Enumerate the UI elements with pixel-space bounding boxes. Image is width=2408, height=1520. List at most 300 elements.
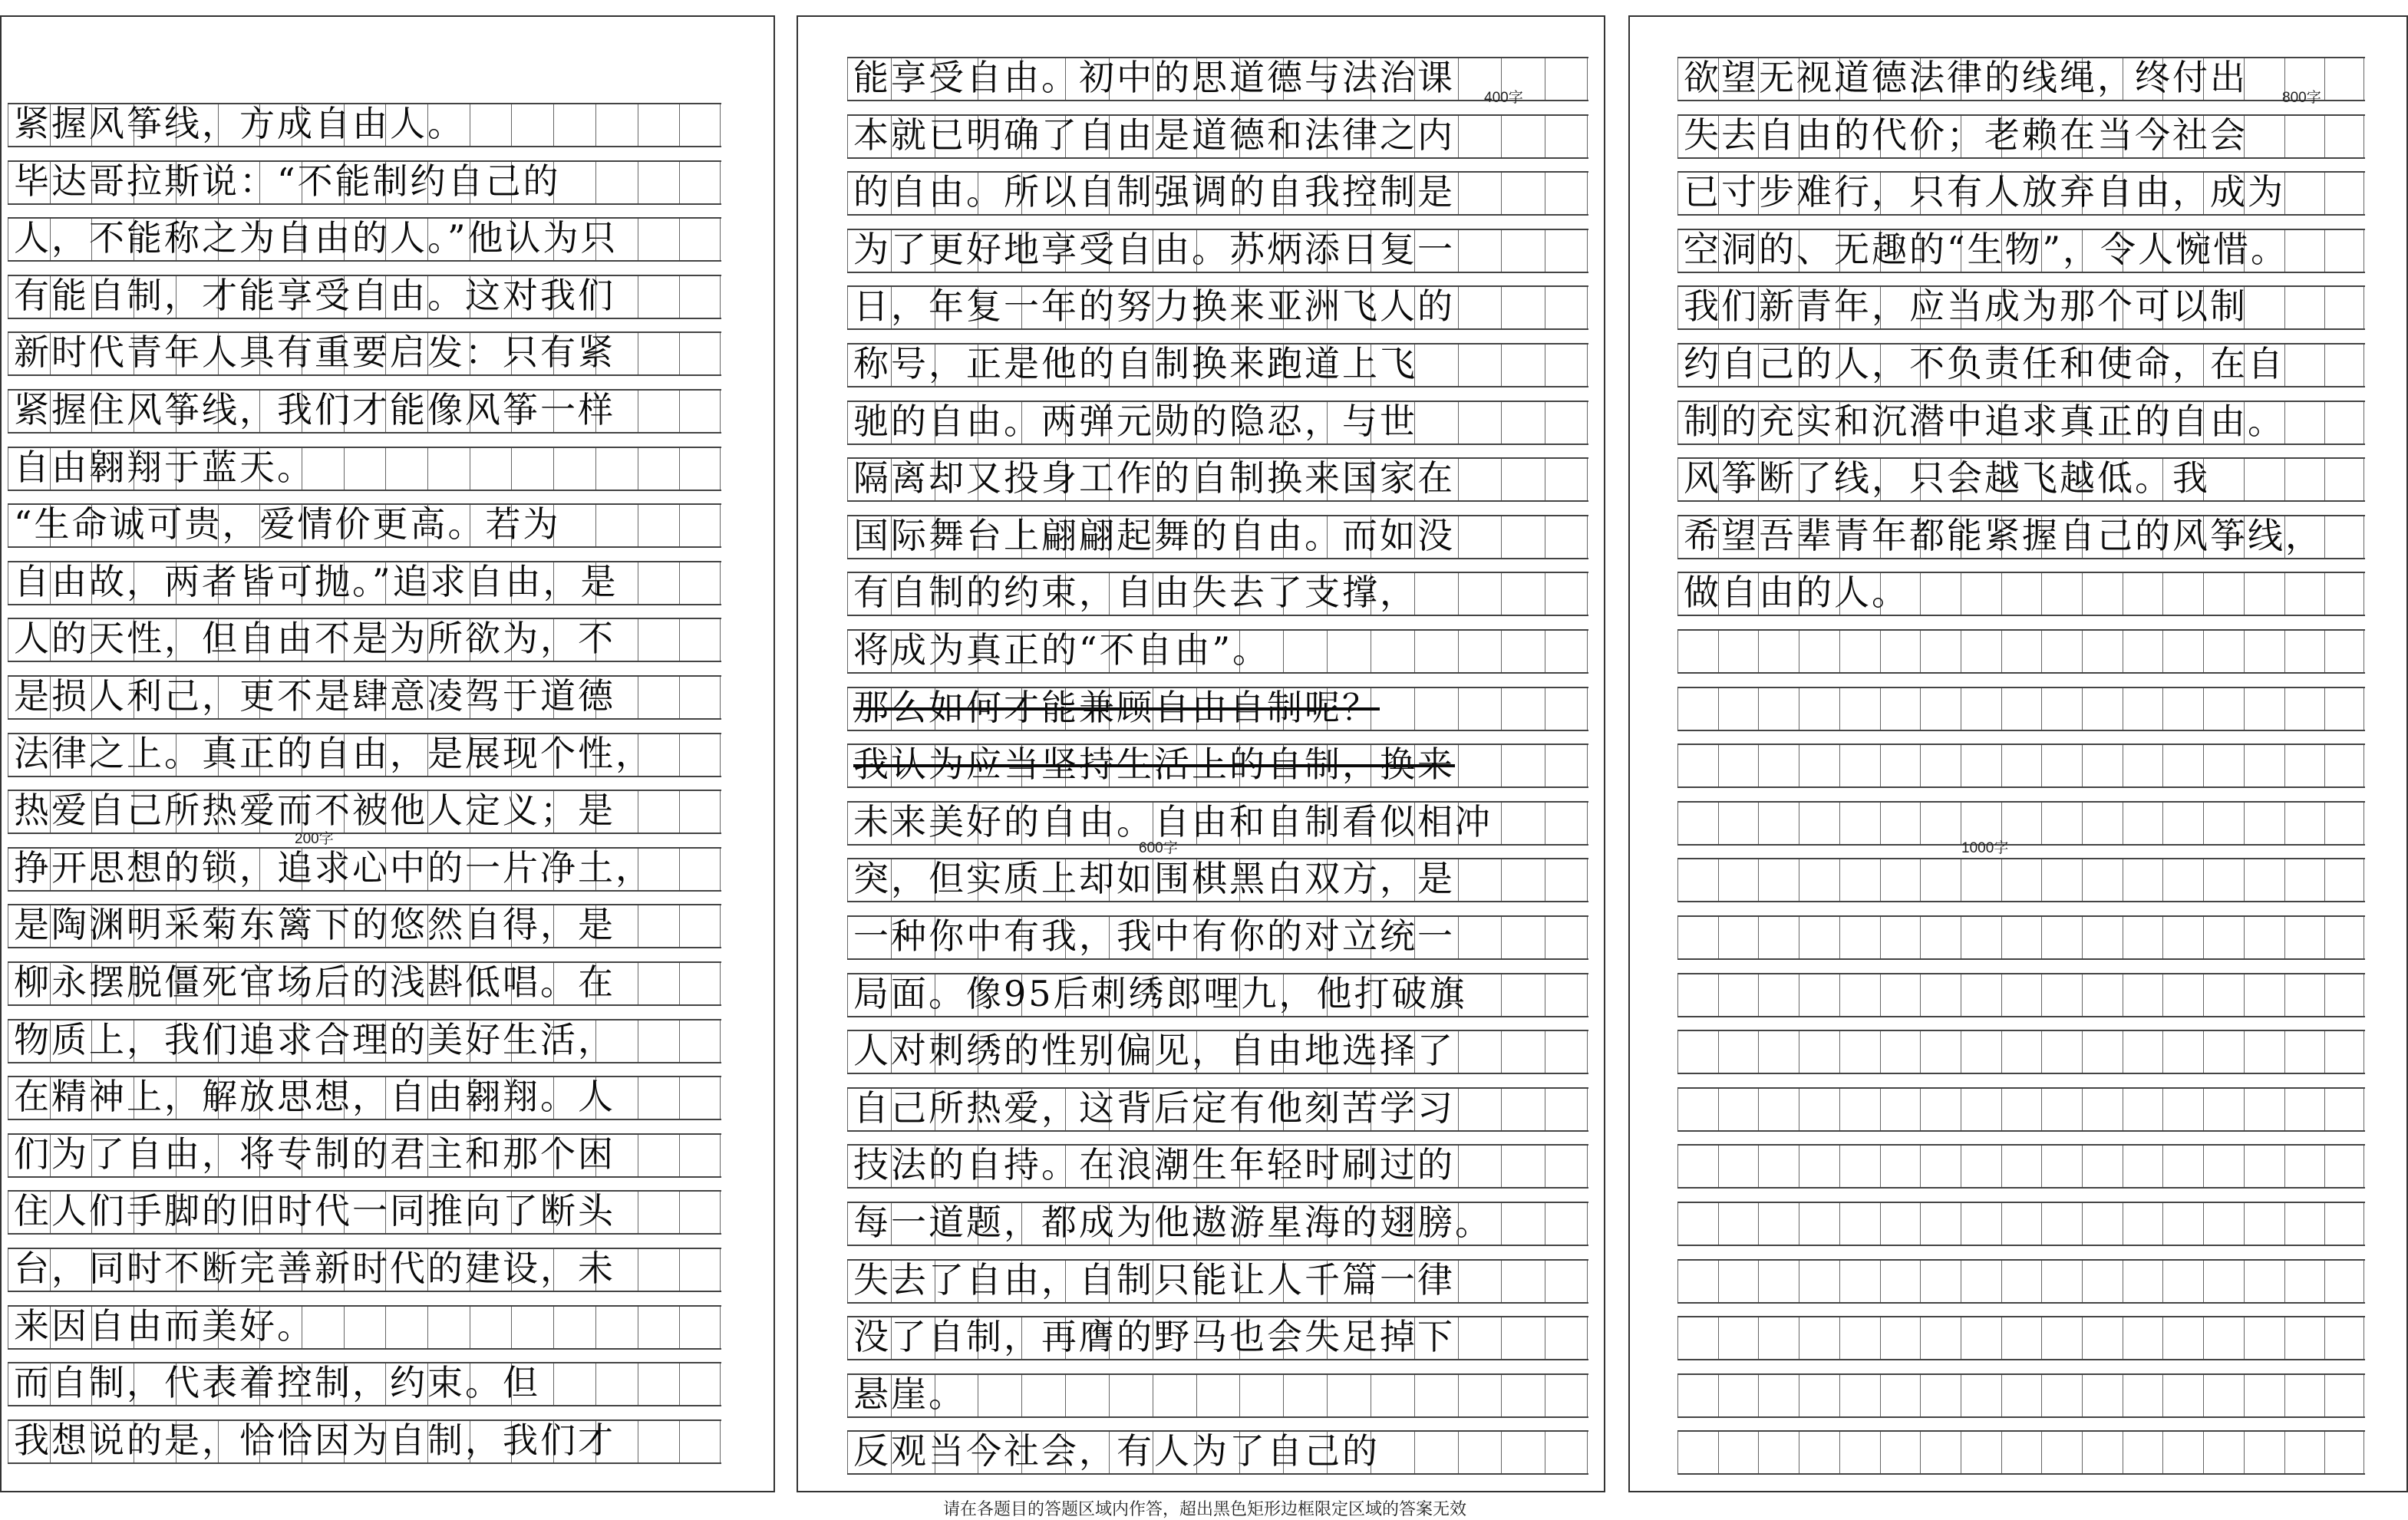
grid-cell-line: [2284, 1375, 2285, 1416]
grid-cell-line: [2001, 1261, 2002, 1302]
grid-cell-line: [2324, 745, 2325, 786]
grid-row: [1677, 915, 2365, 960]
grid-cell-line: [1587, 58, 1588, 100]
grid-cell-line: [847, 345, 848, 386]
grid-row: [1677, 1030, 2365, 1074]
grid-cell-line: [1880, 803, 1881, 844]
grid-cell-line: [847, 631, 848, 672]
grid-cell-line: [1758, 1375, 1759, 1416]
grid-cell-line: [1718, 1146, 1719, 1187]
grid-cell-line: [1880, 1261, 1881, 1302]
grid-cell-line: [1839, 917, 1840, 958]
grid-cell-line: [720, 1020, 721, 1062]
grid-cell-line: [2162, 859, 2163, 901]
handwritten-line: 有自制的约束，自由失去了支撑，: [853, 572, 1417, 614]
handwritten-line: 悬崖。: [853, 1373, 966, 1415]
grid-cell-line: [1920, 859, 1921, 901]
handwritten-line: 自由故，两者皆可抛。”追求自由，是: [14, 560, 618, 602]
grid-cell-line: [1677, 1317, 1678, 1359]
grid-cell-line: [2324, 974, 2325, 1016]
grid-cell-line: [1880, 1089, 1881, 1130]
grid-cell-line: [1677, 345, 1678, 386]
handwritten-line: 局面。像95后刺绣郎哩九，他打破旗: [853, 972, 1467, 1014]
answer-column-1: [0, 15, 775, 1492]
grid-cell-line: [847, 287, 848, 328]
grid-cell-line: [1587, 573, 1588, 615]
grid-cell-line: [1758, 1432, 1759, 1473]
grid-cell-line: [847, 803, 848, 844]
grid-cell-line: [1839, 1317, 1840, 1359]
grid-cell-line: [1677, 116, 1678, 157]
grid-cell-line: [2363, 1432, 2364, 1473]
handwritten-line: 技法的自持。在浪潮生年轻时刷过的: [853, 1144, 1455, 1186]
grid-cell-line: [1677, 745, 1678, 786]
grid-row: [8, 847, 721, 892]
handwritten-line: 挣开思想的锁，追求心中的一片净土，: [14, 846, 653, 889]
grid-cell-line: [2363, 1375, 2364, 1416]
grid-row: [8, 1190, 721, 1235]
grid-cell-line: [720, 562, 721, 604]
handwritten-line: 来因自由而美好。: [14, 1304, 315, 1347]
handwritten-line: 而自制，代表着控制，约束。但: [14, 1362, 540, 1404]
grid-cell-line: [720, 677, 721, 718]
grid-cell-line: [720, 104, 721, 146]
grid-cell-line: [1587, 803, 1588, 844]
grid-row: [1677, 687, 2365, 731]
grid-cell-line: [2203, 1203, 2204, 1245]
grid-cell-line: [1839, 859, 1840, 901]
handwritten-line: 未来美好的自由。自由和自制看似相冲: [853, 800, 1493, 842]
grid-cell-line: [1758, 745, 1759, 786]
grid-cell-line: [2001, 688, 2002, 730]
grid-cell-line: [1677, 58, 1678, 100]
grid-cell-line: [1677, 974, 1678, 1016]
grid-row: [1677, 1430, 2365, 1475]
grid-cell-line: [847, 745, 848, 786]
grid-cell-line: [2041, 631, 2042, 672]
grid-cell-line: [1587, 688, 1588, 730]
grid-cell-line: [2363, 745, 2364, 786]
grid-cell-line: [2162, 631, 2163, 672]
grid-row: [1677, 1087, 2365, 1132]
grid-cell-line: [1587, 745, 1588, 786]
grid-row: [1677, 1316, 2365, 1360]
handwritten-line: 没了自制，再膺的野马也会失足掉下: [853, 1316, 1455, 1358]
grid-cell-line: [2203, 917, 2204, 958]
grid-row: [847, 1202, 1588, 1246]
grid-row: [847, 915, 1588, 960]
grid-cell-line: [2041, 745, 2042, 786]
grid-cell-line: [2244, 1146, 2245, 1187]
grid-cell-line: [2363, 287, 2364, 328]
grid-cell-line: [2324, 1317, 2325, 1359]
grid-cell-line: [1920, 1317, 1921, 1359]
grid-cell-line: [2162, 1261, 2163, 1302]
grid-row: [847, 801, 1588, 846]
handwritten-line: 本就已明确了自由是道德和法律之内: [853, 114, 1455, 156]
grid-cell-line: [720, 448, 721, 490]
grid-cell-line: [1920, 1203, 1921, 1245]
grid-row: [8, 790, 721, 834]
grid-cell-line: [1839, 974, 1840, 1016]
grid-row: [847, 572, 1588, 616]
grid-row: [8, 1133, 721, 1178]
grid-cell-line: [720, 219, 721, 260]
handwritten-line: 物质上，我们追求合理的美好生活，: [14, 1018, 615, 1060]
grid-cell-line: [847, 573, 848, 615]
handwritten-line: 称号，正是他的自制换来跑道上飞: [853, 343, 1417, 384]
grid-cell-line: [2082, 1317, 2083, 1359]
grid-cell-line: [847, 1203, 848, 1245]
grid-cell-line: [2082, 917, 2083, 958]
grid-row: [8, 1419, 721, 1464]
grid-cell-line: [2363, 345, 2364, 386]
grid-cell-line: [720, 505, 721, 546]
grid-cell-line: [2162, 917, 2163, 958]
grid-cell-line: [2244, 1432, 2245, 1473]
grid-cell-line: [1587, 1261, 1588, 1302]
grid-cell-line: [1758, 1317, 1759, 1359]
grid-cell-line: [847, 1317, 848, 1359]
grid-cell-line: [1587, 1317, 1588, 1359]
handwritten-line: 在精神上，解放思想，自由翱翔。人: [14, 1076, 615, 1118]
handwritten-line: 制的充实和沉潜中追求真正的自由。: [1684, 400, 2285, 442]
grid-cell-line: [1718, 688, 1719, 730]
grid-row: [8, 733, 721, 777]
grid-cell-line: [2082, 1203, 2083, 1245]
grid-cell-line: [1839, 803, 1840, 844]
grid-cell-line: [1880, 1146, 1881, 1187]
handwritten-line: “生命诚可贵，爱情价更高。若为: [14, 503, 561, 546]
handwritten-line: 是损人利己，更不是肆意凌驾于道德: [14, 675, 615, 717]
grid-row: [8, 447, 721, 491]
grid-cell-line: [1718, 1089, 1719, 1130]
grid-row: [8, 1019, 721, 1063]
grid-cell-line: [2001, 859, 2002, 901]
grid-row: [8, 1248, 721, 1292]
grid-cell-line: [1839, 745, 1840, 786]
grid-cell-line: [2284, 631, 2285, 672]
grid-cell-line: [2203, 1317, 2204, 1359]
grid-row: [847, 515, 1588, 559]
grid-cell-line: [720, 1077, 721, 1119]
grid-cell-line: [847, 1261, 848, 1302]
grid-cell-line: [1758, 688, 1759, 730]
grid-cell-line: [1880, 1375, 1881, 1416]
word-count-1000: 1000字: [1961, 840, 2009, 856]
grid-row: [1677, 572, 2365, 616]
grid-row: [1677, 114, 2365, 159]
grid-cell-line: [2284, 1203, 2285, 1245]
grid-row: [1677, 1202, 2365, 1246]
grid-cell-line: [720, 391, 721, 432]
grid-cell-line: [1677, 573, 1678, 615]
grid-cell-line: [2041, 1203, 2042, 1245]
handwritten-line: 做自由的人。: [1684, 572, 1909, 614]
grid-cell-line: [2041, 1261, 2042, 1302]
grid-cell-line: [2244, 974, 2245, 1016]
grid-cell-line: [2203, 803, 2204, 844]
grid-cell-line: [720, 333, 721, 374]
grid-row: [1677, 1373, 2365, 1418]
grid-cell-line: [1920, 803, 1921, 844]
grid-row: [1677, 285, 2365, 330]
grid-cell-line: [2082, 974, 2083, 1016]
grid-cell-line: [720, 1192, 721, 1233]
grid-cell-line: [1587, 459, 1588, 500]
grid-cell-line: [2284, 1031, 2285, 1073]
grid-cell-line: [2324, 631, 2325, 672]
grid-cell-line: [1677, 1031, 1678, 1073]
grid-cell-line: [2324, 1089, 2325, 1130]
grid-row: [8, 675, 721, 720]
handwritten-line: 人的天性，但自由不是为所欲为，不: [14, 618, 615, 660]
grid-cell-line: [2363, 1203, 2364, 1245]
handwritten-line: 我们新青年，应当成为那个可以制: [1684, 285, 2248, 328]
grid-cell-line: [1587, 631, 1588, 672]
grid-row: [847, 343, 1588, 387]
grid-cell-line: [2203, 745, 2204, 786]
grid-cell-line: [2162, 1031, 2163, 1073]
grid-cell-line: [1587, 1203, 1588, 1245]
handwritten-line: 自由翱翔于蓝天。: [14, 446, 315, 488]
crossed-out-text: 那么如何才能兼顾自由自制呢？: [853, 686, 1380, 728]
grid-cell-line: [1758, 1261, 1759, 1302]
grid-cell-line: [1920, 688, 1921, 730]
grid-cell-line: [2244, 1031, 2245, 1073]
word-count-400: 400字: [1484, 90, 1523, 106]
grid-cell-line: [1839, 1146, 1840, 1187]
grid-cell-line: [1758, 631, 1759, 672]
grid-cell-line: [2284, 974, 2285, 1016]
grid-cell-line: [1677, 1375, 1678, 1416]
grid-cell-line: [1587, 402, 1588, 443]
grid-cell-line: [1677, 173, 1678, 214]
grid-cell-line: [2244, 1375, 2245, 1416]
grid-row: [8, 961, 721, 1006]
handwritten-line: 失去了自由，自制只能让人千篇一律: [853, 1258, 1455, 1301]
grid-cell-line: [2363, 917, 2364, 958]
grid-row: [847, 1373, 1588, 1418]
grid-row: [8, 1362, 721, 1406]
grid-cell-line: [1758, 1203, 1759, 1245]
grid-cell-line: [1920, 917, 1921, 958]
grid-cell-line: [2363, 974, 2364, 1016]
grid-cell-line: [847, 1432, 848, 1473]
word-count-600: 600字: [1139, 840, 1178, 856]
crossed-out-text: 我认为应当坚持生活上的自制，换来: [853, 744, 1455, 786]
handwritten-line: 我想说的是，恰恰因为自制，我们才: [14, 1419, 615, 1461]
grid-cell-line: [2001, 1146, 2002, 1187]
grid-cell-line: [720, 734, 721, 776]
handwritten-line: 失去自由的代价；老赖在当今社会: [1684, 114, 2248, 156]
grid-cell-line: [2203, 974, 2204, 1016]
grid-cell-line: [1587, 516, 1588, 558]
grid-cell-line: [2244, 1317, 2245, 1359]
grid-cell-line: [2203, 859, 2204, 901]
grid-row: [8, 217, 721, 262]
grid-cell-line: [1677, 631, 1678, 672]
grid-cell-line: [847, 688, 848, 730]
grid-cell-line: [2041, 1089, 2042, 1130]
grid-cell-line: [1718, 1432, 1719, 1473]
grid-cell-line: [847, 459, 848, 500]
grid-cell-line: [1839, 631, 1840, 672]
grid-row: [847, 1087, 1588, 1132]
grid-cell-line: [2041, 1146, 2042, 1187]
grid-cell-line: [2162, 688, 2163, 730]
grid-cell-line: [2324, 688, 2325, 730]
grid-row: [1677, 229, 2365, 273]
grid-row: [8, 160, 721, 205]
handwritten-line: 柳永摆脱僵死官场后的浅斟低唱。在: [14, 961, 615, 1003]
grid-cell-line: [2324, 859, 2325, 901]
grid-cell-line: [2041, 803, 2042, 844]
grid-cell-line: [2284, 1317, 2285, 1359]
handwritten-line: 自己所热爱，这背后定有他刻苦学习: [853, 1086, 1455, 1129]
handwritten-line: 有能自制，才能享受自由。这对我们: [14, 274, 615, 316]
grid-cell-line: [2041, 974, 2042, 1016]
grid-cell-line: [2041, 1432, 2042, 1473]
grid-cell-line: [1880, 1317, 1881, 1359]
handwritten-line: 们为了自由，将专制的君主和那个困: [14, 1133, 615, 1175]
grid-row: [1677, 858, 2365, 902]
handwritten-line: 住人们手脚的旧时代一同推向了断头: [14, 1190, 615, 1232]
grid-cell-line: [2203, 1089, 2204, 1130]
grid-cell-line: [1880, 974, 1881, 1016]
grid-row: [8, 389, 721, 434]
grid-cell-line: [720, 276, 721, 318]
handwritten-line: 约自己的人，不负责任和使命，在自: [1684, 343, 2285, 384]
grid-row: [1677, 171, 2365, 216]
grid-cell-line: [847, 974, 848, 1016]
grid-row: [8, 503, 721, 548]
grid-cell-line: [1920, 1375, 1921, 1416]
grid-cell-line: [1839, 1432, 1840, 1473]
grid-cell-line: [2203, 1375, 2204, 1416]
grid-cell-line: [1677, 859, 1678, 901]
grid-cell-line: [1920, 631, 1921, 672]
grid-cell-line: [720, 619, 721, 661]
grid-cell-line: [1677, 230, 1678, 272]
grid-cell-line: [2363, 803, 2364, 844]
grid-cell-line: [2363, 1146, 2364, 1187]
answer-column-2: [797, 15, 1605, 1492]
grid-cell-line: [2284, 1261, 2285, 1302]
handwritten-line: 反观当今社会，有人为了自己的: [853, 1430, 1380, 1472]
grid-cell-line: [2363, 516, 2364, 558]
grid-cell-line: [1677, 459, 1678, 500]
handwritten-line: 一种你中有我，我中有你的对立统一: [853, 915, 1455, 957]
grid-row: [8, 1076, 721, 1120]
grid-row: [1677, 401, 2365, 445]
grid-cell-line: [2162, 974, 2163, 1016]
grid-cell-line: [1587, 1089, 1588, 1130]
grid-row: [847, 687, 1588, 731]
grid-cell-line: [2082, 1031, 2083, 1073]
word-count-200: 200字: [295, 831, 334, 847]
handwritten-line: 隔离却又投身工作的自制换来国家在: [853, 457, 1455, 500]
grid-cell-line: [2203, 1146, 2204, 1187]
handwritten-line: 法律之上。真正的自由，是展现个性，: [14, 732, 653, 774]
grid-cell-line: [1920, 1432, 1921, 1473]
grid-cell-line: [1677, 803, 1678, 844]
grid-cell-line: [1587, 230, 1588, 272]
grid-cell-line: [2244, 631, 2245, 672]
handwritten-line: 是陶渊明采菊东篱下的悠然自得，是: [14, 904, 615, 946]
grid-cell-line: [2363, 402, 2364, 443]
grid-cell-line: [720, 1421, 721, 1462]
grid-cell-line: [720, 1249, 721, 1291]
grid-cell-line: [847, 1089, 848, 1130]
grid-cell-line: [1718, 1317, 1719, 1359]
grid-cell-line: [1718, 1203, 1719, 1245]
grid-row: [847, 1316, 1588, 1360]
grid-row: [8, 275, 721, 319]
grid-cell-line: [1839, 1089, 1840, 1130]
handwritten-line: 毕达哥拉斯说：“不能制约自己的: [14, 160, 561, 202]
grid-cell-line: [1758, 859, 1759, 901]
grid-cell-line: [720, 963, 721, 1004]
handwritten-line: 欲望无视道德法律的线绳，终付出: [1684, 57, 2248, 98]
grid-cell-line: [1587, 173, 1588, 214]
grid-cell-line: [1587, 1375, 1588, 1416]
grid-cell-line: [2082, 1146, 2083, 1187]
handwritten-line: 日，年复一年的努力换来亚洲飞人的: [853, 285, 1455, 328]
handwritten-line: 风筝断了线，只会越飞越低。我: [1684, 457, 2210, 500]
handwritten-line: 每一道题，都成为他遨游星海的翅膀。: [853, 1202, 1493, 1243]
grid-cell-line: [2082, 803, 2083, 844]
grid-cell-line: [2284, 688, 2285, 730]
grid-cell-line: [1587, 974, 1588, 1016]
grid-cell-line: [2162, 1375, 2163, 1416]
grid-cell-line: [1677, 516, 1678, 558]
grid-cell-line: [2041, 1317, 2042, 1359]
grid-cell-line: [2324, 1031, 2325, 1073]
grid-row: [847, 457, 1588, 502]
grid-cell-line: [2324, 1203, 2325, 1245]
grid-cell-line: [1677, 917, 1678, 958]
grid-row: [1677, 629, 2365, 674]
grid-cell-line: [847, 516, 848, 558]
grid-cell-line: [2324, 1375, 2325, 1416]
grid-cell-line: [1920, 1261, 1921, 1302]
grid-cell-line: [2162, 1432, 2163, 1473]
grid-cell-line: [2203, 1261, 2204, 1302]
grid-cell-line: [2203, 1031, 2204, 1073]
grid-cell-line: [1587, 1031, 1588, 1073]
grid-row: [847, 1030, 1588, 1074]
grid-cell-line: [2203, 1432, 2204, 1473]
handwritten-line: 热爱自己所热爱而不被他人定义；是: [14, 790, 615, 832]
grid-cell-line: [1587, 859, 1588, 901]
grid-cell-line: [847, 1031, 848, 1073]
grid-cell-line: [2001, 917, 2002, 958]
grid-cell-line: [2324, 1261, 2325, 1302]
grid-row: [847, 1430, 1588, 1475]
grid-cell-line: [1718, 974, 1719, 1016]
grid-cell-line: [2082, 859, 2083, 901]
grid-cell-line: [1587, 1146, 1588, 1187]
grid-cell-line: [2244, 745, 2245, 786]
grid-cell-line: [1718, 1375, 1719, 1416]
grid-cell-line: [2363, 116, 2364, 157]
grid-row: [1677, 801, 2365, 846]
grid-cell-line: [847, 1146, 848, 1187]
grid-cell-line: [2244, 1203, 2245, 1245]
grid-cell-line: [1718, 917, 1719, 958]
grid-cell-line: [1718, 631, 1719, 672]
